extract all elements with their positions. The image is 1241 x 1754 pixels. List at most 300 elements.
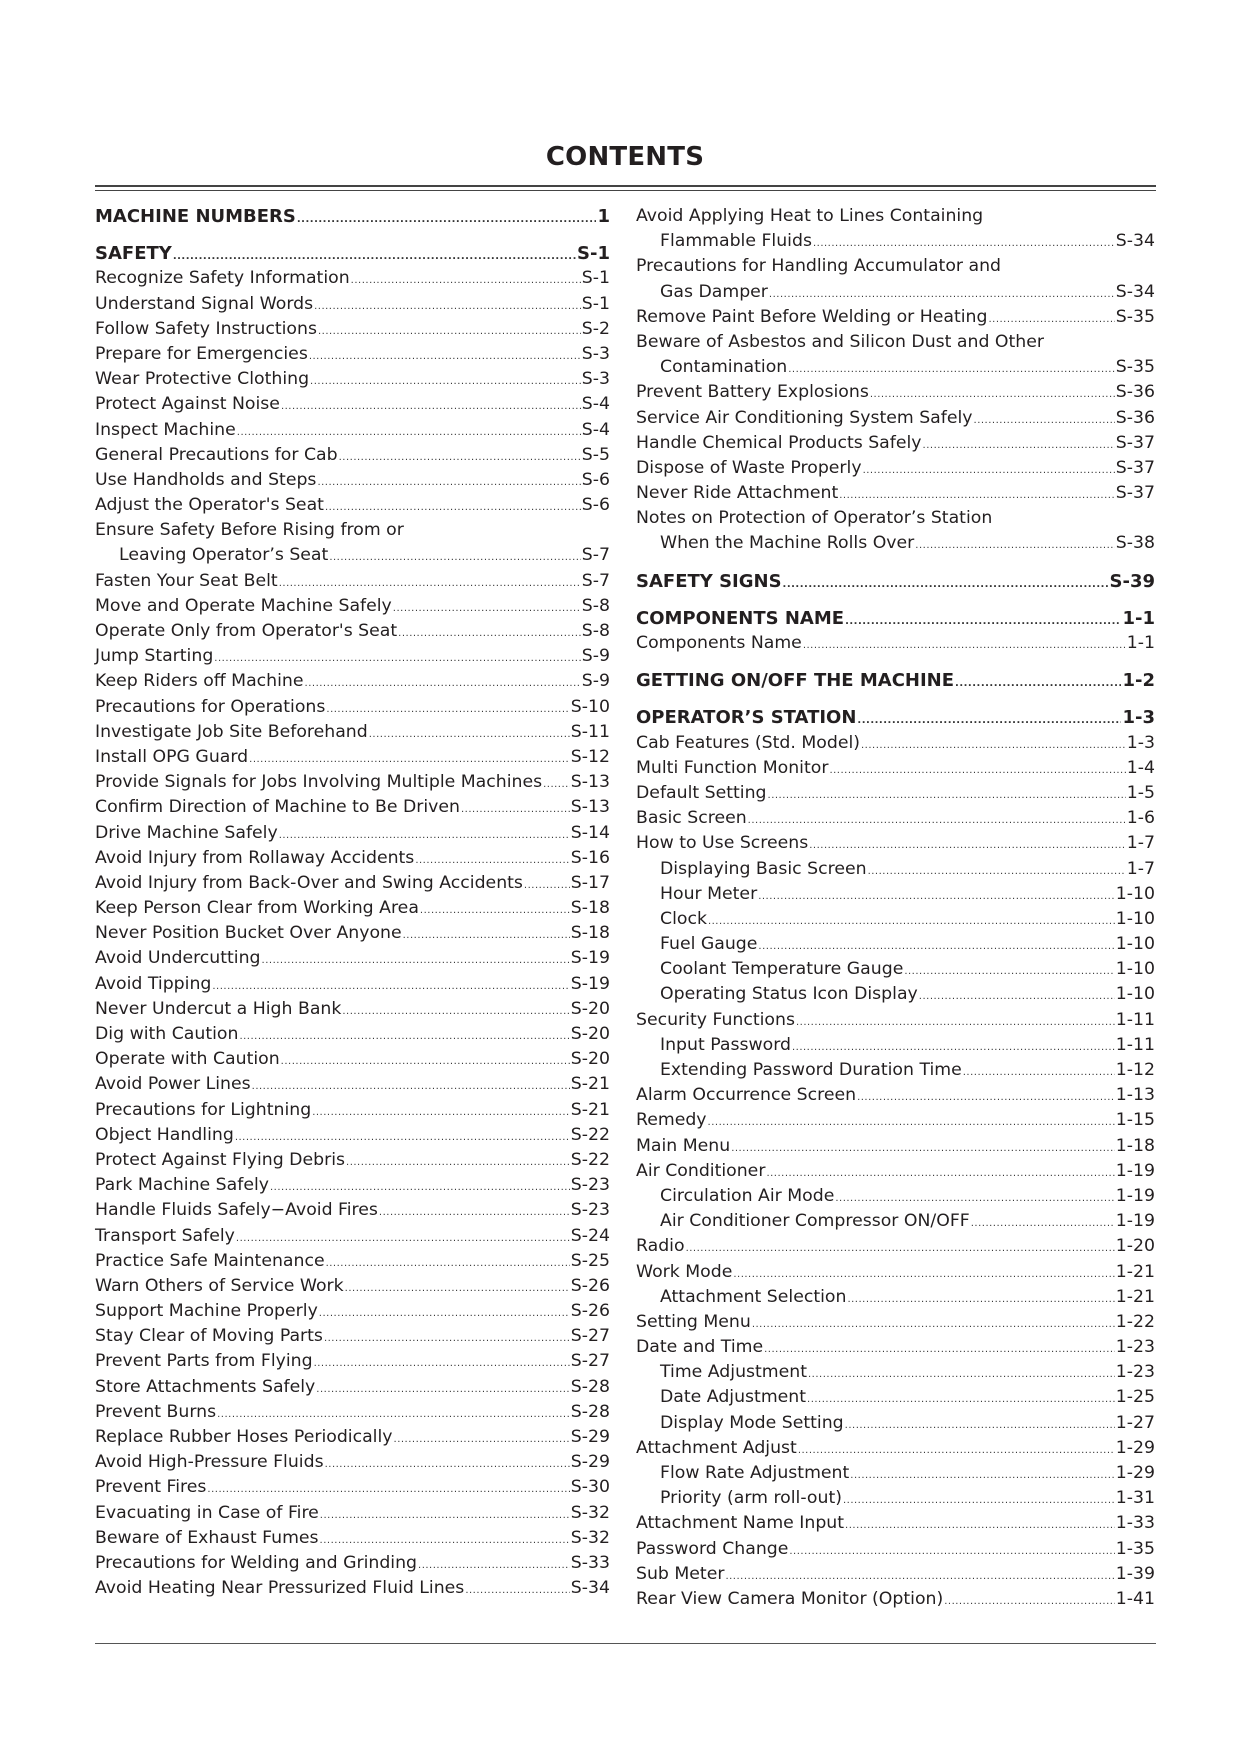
toc-entry[interactable] [95,821,610,846]
dot-leader [325,1452,570,1477]
toc-entry[interactable] [95,1148,610,1173]
dot-leader [420,898,570,923]
toc-entry[interactable] [636,781,1155,806]
toc-entry-title: Contamination [660,357,788,378]
toc-subentry[interactable] [636,1209,1155,1234]
toc-entry[interactable] [636,406,1155,431]
dot-leader [788,357,1115,382]
toc-entry[interactable] [95,921,610,946]
toc-entry[interactable] [636,1008,1155,1033]
toc-entry[interactable] [95,1224,610,1249]
dot-leader [403,923,570,948]
dot-leader [835,1186,1114,1211]
toc-page-number: S-37 [1115,457,1155,478]
toc-entry-title: Time Adjustment [660,1362,807,1383]
toc-entry[interactable] [95,644,610,669]
toc-page-number: 1-27 [1115,1412,1155,1433]
toc-entry-title: Handle Fluids Safely−Avoid Fires [95,1200,378,1221]
dot-leader [974,408,1115,433]
toc-entry[interactable] [636,254,1155,279]
toc-entry-title: When the Machine Rolls Over [660,533,915,554]
dot-leader [312,1100,570,1125]
toc-entry-title: Precautions for Operations [95,696,326,717]
toc-entry[interactable] [636,305,1155,330]
dot-leader [379,1200,570,1225]
toc-subentry[interactable] [636,1385,1155,1410]
title-rule [95,185,1156,187]
toc-entry-title: Date and Time [636,1337,764,1358]
toc-entry[interactable] [95,1022,610,1047]
dot-leader [861,733,1126,758]
toc-entry[interactable] [95,1501,610,1526]
toc-page-number: S-20 [570,998,610,1019]
toc-entry-title: Attachment Adjust [636,1437,797,1458]
toc-page-number: S-2 [581,318,610,339]
toc-entry[interactable] [95,418,610,443]
toc-page-number: S-13 [570,772,610,793]
toc-page-number: 1-41 [1115,1588,1155,1609]
dot-leader [798,1438,1115,1463]
toc-page-number: 1-7 [1126,858,1155,879]
toc-page-number: 1-19 [1115,1185,1155,1206]
toc-subentry[interactable] [636,1360,1155,1385]
toc-page-number: 1-19 [1115,1160,1155,1181]
toc-entry-title: Remedy [636,1110,707,1131]
toc-entry[interactable] [95,1475,610,1500]
dot-leader [249,747,570,772]
dot-leader [789,1539,1114,1564]
toc-entry-title: Move and Operate Machine Safely [95,595,392,616]
toc-entry[interactable] [636,431,1155,456]
dot-leader [329,545,580,570]
toc-entry-title: Avoid Heating Near Pressurized Fluid Lines [95,1578,465,1599]
toc-entry[interactable] [95,846,610,871]
dot-leader [955,671,1121,696]
toc-entry[interactable] [95,1072,610,1097]
toc-page-number: 1-10 [1115,934,1155,955]
toc-subentry[interactable] [636,1058,1155,1083]
toc-entry[interactable] [95,1173,610,1198]
toc-entry[interactable] [95,443,610,468]
toc-entry[interactable] [95,1425,610,1450]
toc-entry-title: Flow Rate Adjustment [660,1463,850,1483]
toc-subentry[interactable] [636,355,1155,380]
dot-leader [850,1463,1114,1488]
toc-entry-title: Clock [660,908,707,929]
toc-subentry[interactable] [636,882,1155,907]
toc-entry-title: Support Machine Properly [95,1301,318,1322]
dot-leader [758,934,1114,959]
toc-page-number: S-32 [570,1527,610,1548]
toc-entry[interactable] [95,569,610,594]
toc-entry-title: Never Ride Attachment [636,483,839,504]
toc-entry[interactable] [95,1198,610,1223]
toc-entry-title: Sub Meter [636,1563,725,1584]
toc-entry[interactable] [95,1047,610,1072]
toc-entry-title: Display Mode Setting [660,1412,844,1433]
toc-entry[interactable] [636,204,1155,229]
dot-leader [279,571,581,596]
dot-leader [262,948,570,973]
toc-entry[interactable] [95,518,610,543]
dot-leader [839,483,1115,508]
toc-entry-title: Prepare for Emergencies [95,343,308,364]
dot-leader [543,772,570,797]
toc-subentry[interactable] [636,1285,1155,1310]
toc-entry-title: Follow Safety Instructions [95,318,317,339]
toc-entry-title: Precautions for Handling Accumulator and [636,256,1002,277]
toc-page-number: S-24 [570,1225,610,1246]
toc-subentry[interactable] [636,1033,1155,1058]
toc-entry-title: Basic Screen [636,808,747,829]
toc-entry-title: Remove Paint Before Welding or Heating [636,306,988,327]
dot-leader [345,1276,570,1301]
toc-entry-title: Provide Signals for Jobs Involving Multiple Machines [95,772,543,793]
toc-entry[interactable] [636,631,1155,656]
toc-page-number: 1-31 [1115,1488,1155,1509]
toc-page-number: 1-12 [1115,1060,1155,1080]
toc-page-number: S-5 [581,444,610,465]
toc-entry[interactable] [636,1260,1155,1285]
toc-page-number: S-36 [1115,382,1155,403]
dot-leader [326,1251,570,1276]
toc-entry[interactable] [636,1108,1155,1133]
toc-page-number: S-12 [570,746,610,767]
toc-entry[interactable] [95,695,610,720]
dot-leader [305,671,581,696]
toc-entry[interactable] [95,1299,610,1324]
toc-subentry[interactable] [636,280,1155,305]
toc-page-number: S-4 [581,394,610,415]
dot-leader [415,848,569,873]
dot-leader [915,533,1115,558]
toc-page-number: S-28 [570,1376,610,1397]
toc-section-heading[interactable] [636,668,1155,693]
toc-right-column [636,204,1155,1612]
toc-entry-title: Avoid Tipping [95,973,212,994]
toc-page-number: S-37 [1115,432,1155,453]
toc-page-number: S-27 [570,1326,610,1347]
toc-entry[interactable] [95,367,610,392]
toc-section-heading[interactable] [95,204,610,229]
toc-entry-title: Object Handling [95,1124,234,1145]
dot-leader [796,1010,1115,1035]
dot-leader [845,1513,1115,1538]
toc-entry[interactable] [636,481,1155,506]
toc-page-number: S-20 [570,1049,610,1070]
toc-entry[interactable] [636,1234,1155,1259]
toc-page-number: S-7 [581,570,610,591]
toc-subentry[interactable] [636,857,1155,882]
toc-page-number: S-36 [1115,407,1155,428]
dot-leader [803,633,1126,658]
toc-entry[interactable] [95,745,610,770]
toc-entry[interactable] [95,1274,610,1299]
toc-page-number: 1-10 [1115,883,1155,904]
toc-page-number: 1-18 [1115,1135,1155,1156]
toc-entry[interactable] [636,380,1155,405]
toc-entry-title: Setting Menu [636,1311,751,1332]
toc-entry-title: Attachment Name Input [636,1513,845,1534]
toc-entry-title: Precautions for Lightning [95,1099,312,1120]
toc-entry-title: Multi Function Monitor [636,757,829,778]
dot-leader [769,282,1115,307]
toc-page-number: S-23 [570,1175,610,1196]
dot-leader [237,420,581,445]
toc-entry[interactable] [95,1526,610,1551]
toc-entry-title: Hour Meter [660,883,758,904]
toc-entry-title: Password Change [636,1538,789,1559]
toc-entry-title: MACHINE NUMBERS [95,206,296,227]
toc-entry[interactable] [95,997,610,1022]
dot-leader [758,884,1115,909]
toc-entry[interactable] [95,1324,610,1349]
toc-entry-title: Precautions for Welding and Grinding [95,1552,418,1573]
toc-entry-title: Circulation Air Mode [660,1185,835,1206]
toc-entry[interactable] [636,756,1155,781]
dot-leader [752,1312,1115,1337]
toc-entry[interactable] [95,972,610,997]
toc-entry[interactable] [95,292,610,317]
toc-page-number: S-14 [570,822,610,843]
toc-entry[interactable] [636,731,1155,756]
dot-leader [346,1150,570,1175]
toc-page-number: 1-4 [1126,757,1155,778]
toc-page-number: S-19 [570,973,610,994]
toc-entry-title: Coolant Temperature Gauge [660,959,904,980]
toc-entry[interactable] [95,1400,610,1425]
toc-entry[interactable] [95,468,610,493]
toc-entry-title: Recognize Safety Information [95,268,350,289]
toc-page-number: 1-1 [1122,607,1155,629]
toc-entry-title: Ensure Safety Before Rising from or [95,520,404,541]
title-rule-thin [95,190,1156,191]
toc-entry[interactable] [95,342,610,367]
toc-entry-title: Replace Rubber Hoses Periodically [95,1427,393,1447]
dot-leader [318,319,581,344]
dot-leader [326,697,569,722]
dot-leader [314,294,581,319]
toc-page-number: S-23 [570,1200,610,1221]
toc-subentry[interactable] [636,957,1155,982]
toc-entry[interactable] [95,1450,610,1475]
toc-entry[interactable] [636,1134,1155,1159]
dot-leader [319,1301,570,1326]
toc-entry[interactable] [95,871,610,896]
toc-page-number: 1-21 [1115,1286,1155,1307]
dot-leader [868,859,1126,884]
toc-entry[interactable] [636,1310,1155,1335]
toc-page-number: S-29 [570,1427,610,1447]
dot-leader [320,1528,570,1553]
toc-page-number: 1-15 [1115,1110,1155,1131]
dot-leader [393,596,581,621]
dot-leader [764,1337,1115,1362]
toc-entry-title: Use Handholds and Steps [95,469,317,490]
toc-entry-title: Warn Others of Service Work [95,1275,344,1296]
toc-entry[interactable] [95,1551,610,1576]
toc-entry[interactable] [95,1098,610,1123]
toc-entry[interactable] [95,770,610,795]
toc-subentry[interactable] [636,1411,1155,1436]
toc-page-number: S-19 [570,948,610,969]
toc-entry[interactable] [95,317,610,342]
toc-page-number: S-3 [581,369,610,390]
toc-entry[interactable] [636,831,1155,856]
toc-entry-title: Displaying Basic Screen [660,858,867,879]
toc-page-number: S-8 [581,595,610,616]
toc-subentry[interactable] [636,229,1155,254]
toc-page-number: S-18 [570,923,610,944]
toc-page-number: 1-6 [1126,808,1155,829]
toc-section-heading[interactable] [636,606,1155,631]
dot-leader [808,1362,1115,1387]
toc-page-number: S-9 [581,671,610,692]
toc-entry[interactable] [95,669,610,694]
toc-subentry[interactable] [636,907,1155,932]
toc-entry[interactable] [636,1511,1155,1536]
toc-section-heading[interactable] [636,569,1155,594]
dot-leader [339,445,581,470]
toc-entry[interactable] [636,1562,1155,1587]
dot-leader [281,394,581,419]
toc-entry-title: COMPONENTS NAME [636,607,845,629]
dot-leader [847,1287,1114,1312]
dot-leader [351,268,581,293]
toc-entry[interactable] [95,896,610,921]
toc-subentry[interactable] [636,932,1155,957]
toc-page-number: 1-25 [1115,1387,1155,1408]
toc-page-number: S-4 [581,419,610,440]
toc-entry[interactable] [636,1159,1155,1184]
toc-page-number: 1-13 [1115,1085,1155,1106]
toc-entry[interactable] [636,1083,1155,1108]
toc-entry[interactable] [95,946,610,971]
toc-entry-title: Beware of Asbestos and Silicon Dust and Other [636,331,1044,352]
toc-subentry[interactable] [636,1184,1155,1209]
toc-entry[interactable] [636,1436,1155,1461]
toc-entry[interactable] [95,266,610,291]
toc-entry[interactable] [636,330,1155,355]
toc-entry-title: GETTING ON/OFF THE MACHINE [636,670,955,692]
toc-entry-title: Evacuating in Case of Fire [95,1502,319,1523]
dot-leader [845,609,1121,634]
toc-entry[interactable] [636,1335,1155,1360]
toc-page-number: S-26 [570,1275,610,1296]
dot-leader [807,1387,1115,1412]
dot-leader [766,1161,1114,1186]
toc-entry-title: Stay Clear of Moving Parts [95,1326,323,1347]
toc-entry[interactable] [95,619,610,644]
toc-subentry[interactable] [636,982,1155,1007]
toc-page-number: 1-21 [1115,1261,1155,1282]
toc-entry-title: Avoid Undercutting [95,948,261,969]
toc-page-number: S-34 [1115,281,1155,302]
toc-entry-title: SAFETY SIGNS [636,570,782,592]
toc-entry-title: Transport Safely [95,1225,235,1246]
dot-leader [733,1262,1114,1287]
toc-page-number: 1-10 [1115,959,1155,980]
toc-entry-title: Operate with Caution [95,1049,280,1070]
toc-subentry[interactable] [636,1486,1155,1511]
toc-entry-title: Alarm Occurrence Screen [636,1085,857,1106]
toc-entry[interactable] [95,1375,610,1400]
toc-entry-title: Operating Status Icon Display [660,984,918,1005]
toc-entry[interactable] [636,506,1155,531]
toc-entry[interactable] [95,594,610,619]
toc-entry[interactable] [636,806,1155,831]
toc-page-number: S-22 [570,1149,610,1170]
toc-page-number: S-35 [1115,357,1155,378]
dot-leader [320,1503,570,1528]
toc-entry[interactable] [95,720,610,745]
toc-page-number: 1-5 [1126,782,1155,803]
dot-leader [923,433,1115,458]
toc-entry-title: Adjust the Operator's Seat [95,495,324,516]
dot-leader [708,1110,1115,1135]
toc-page-number: S-37 [1115,483,1155,504]
toc-page-number: S-8 [581,621,610,641]
dot-leader [971,1211,1115,1236]
toc-entry[interactable] [95,1576,610,1601]
toc-entry-title: Avoid Power Lines [95,1074,251,1095]
toc-section-heading[interactable] [636,705,1155,730]
dot-leader [239,1024,569,1049]
toc-page-number: 1-23 [1115,1362,1155,1383]
toc-entry-title: Install OPG Guard [95,746,249,767]
dot-leader [297,207,597,232]
toc-entry-title: Extending Password Duration Time [660,1060,962,1080]
dot-leader [317,470,580,495]
toc-page-number: S-21 [570,1074,610,1095]
toc-entry-title: Understand Signal Words [95,293,314,314]
toc-entry-title: Prevent Burns [95,1401,217,1422]
toc-entry[interactable] [636,456,1155,481]
toc-entry[interactable] [95,1349,610,1374]
toc-entry[interactable] [95,795,610,820]
toc-page-number: S-1 [581,268,610,289]
toc-entry-title: Leaving Operator’s Seat [119,545,329,566]
toc-entry-title: Priority (arm roll-out) [660,1488,842,1509]
toc-entry[interactable] [95,1249,610,1274]
toc-subentry[interactable] [636,1461,1155,1486]
dot-leader [829,758,1125,783]
dot-leader [252,1074,570,1099]
toc-entry-title: Jump Starting [95,646,214,667]
toc-subentry[interactable] [95,543,610,568]
toc-page-number: 1-1 [1126,633,1155,653]
toc-entry[interactable] [95,493,610,518]
toc-page-number: S-6 [581,469,610,490]
toc-entry[interactable] [95,392,610,417]
toc-entry-title: Handle Chemical Products Safely [636,432,922,453]
dot-leader [845,1413,1115,1438]
toc-section-heading[interactable] [95,241,610,266]
toc-page-number: 1-35 [1115,1538,1155,1559]
toc-entry-title: Avoid Injury from Rollaway Accidents [95,847,415,868]
toc-entry-title: Security Functions [636,1009,795,1030]
toc-entry-title: Components Name [636,633,802,653]
toc-entry[interactable] [95,1123,610,1148]
toc-entry[interactable] [636,1537,1155,1562]
dot-leader [524,873,570,898]
dot-leader [725,1564,1114,1589]
toc-entry-title: Air Conditioner Compressor ON/OFF [660,1211,970,1232]
toc-page-number: S-22 [570,1124,610,1145]
toc-subentry[interactable] [636,531,1155,556]
toc-entry[interactable] [636,1587,1155,1612]
toc-entry-title: Investigate Job Site Beforehand [95,721,368,742]
